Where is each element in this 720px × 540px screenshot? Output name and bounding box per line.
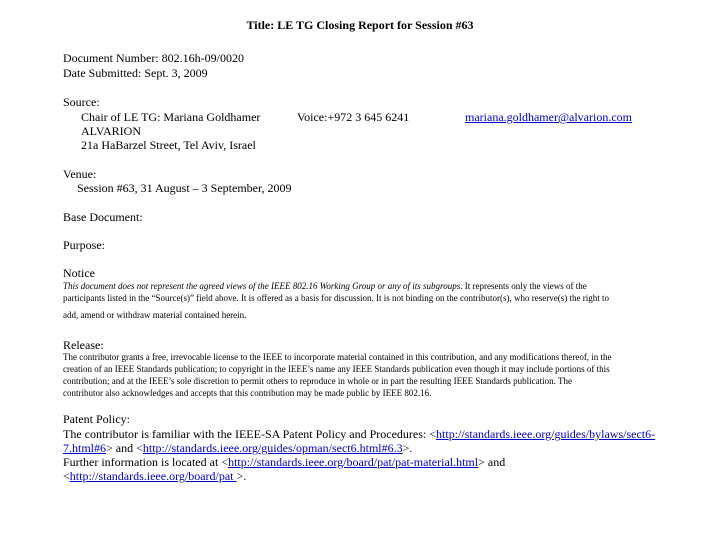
notice-italic: This document does not represent the agreed views of the IEEE 802.16 Working Group or any of its subgroups [63,281,461,291]
patent-label: Patent Policy: [63,412,130,426]
notice-text-1: . It represents only the views of the [460,281,587,291]
patent-line-1 [63,427,655,442]
release-line-3: contribution; and at the IEEE’s sole discretion to permit others to reproduce in whole or in part the resulting IEEE Standards publication. The [63,376,572,386]
source-chair: Chair of LE TG: Mariana Goldhamer [81,110,261,124]
notice-line-3: add, amend or withdraw material contained herein. [63,310,247,320]
document-number: Document Number: 802.16h-09/0020 [63,51,244,65]
notice-line-1 [63,280,587,292]
base-document-label: Base Document: [63,210,143,224]
venue-label: Venue: [63,167,97,181]
release-line-2: creation of an IEEE Standards publication; to copyright in the IEEE’s name any IEEE Standards publication even though it may include portions of this [63,364,610,374]
patent-text-1: The contributor is familiar with the IEEE-SA Patent Policy and Procedures: < [63,427,437,441]
source-label: Source: [63,95,100,109]
purpose-label: Purpose: [63,238,105,252]
source-address: 21a HaBarzel Street, Tel Aviv, Israel [81,138,256,152]
patent-link-opman[interactable]: http://standards.ieee.org/guides/opman/sect6.html#6.3 [142,441,403,455]
patent-and-text: > and [478,455,506,469]
patent-link-material[interactable]: http://standards.ieee.org/board/pat/pat-material.html [228,455,479,469]
patent-link-pat[interactable]: http://standards.ieee.org/board/pat [69,469,237,483]
date-submitted: Date Submitted: Sept. 3, 2009 [63,66,208,80]
source-org: ALVARION [81,124,142,138]
patent-line-2 [63,441,412,456]
notice-label: Notice [63,266,95,280]
patent-further-text: Further information is located at < [63,455,229,469]
source-voice: Voice:+972 3 645 6241 [297,110,410,124]
patent-link-bylaws[interactable]: http://standards.ieee.org/guides/bylaws/sect6- [436,427,656,441]
release-label: Release: [63,338,104,352]
venue-text: Session #63, 31 August – 3 September, 2009 [77,181,292,195]
patent-mid-text: > and < [106,441,143,455]
patent-line-4 [63,469,246,484]
notice-line-2: participants listed in the “Source(s)” field above. It is offered as a basis for discussion. It is not binding on the contributor(s), who reserve(s) the right to [63,293,609,303]
patent-close-text: >. [236,469,247,483]
source-email-link[interactable]: mariana.goldhamer@alvarion.com [465,110,632,124]
patent-end-text: >. [402,441,413,455]
patent-line-3 [63,455,505,470]
page-title: Title: LE TG Closing Report for Session #63 [246,18,474,32]
release-line-1: The contributor grants a free, irrevocable license to the IEEE to incorporate material contained in this contribution, and any modifications thereof, in the [63,352,612,362]
patent-link-bylaws-cont[interactable]: 7.html#6 [63,441,107,455]
release-line-4: contributor also acknowledges and accepts that this contribution may be made public by IEEE 802.16. [63,388,432,398]
patent-open-bracket: < [63,469,70,483]
